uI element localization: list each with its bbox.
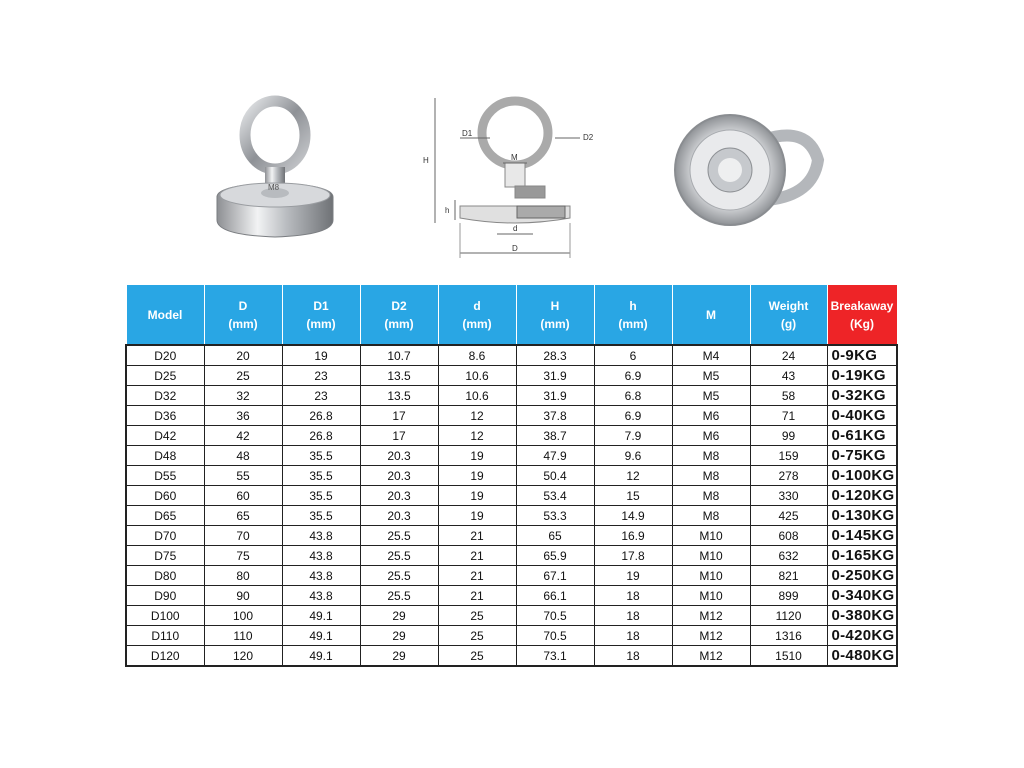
table-body xyxy=(126,345,897,666)
table-row xyxy=(126,446,897,466)
table-cell: 12 xyxy=(438,426,516,446)
table-cell: 10.6 xyxy=(438,366,516,386)
table-cell: 17 xyxy=(360,406,438,426)
column-header-unit: (mm) xyxy=(384,316,414,331)
column-header-unit: (mm) xyxy=(618,316,648,331)
table-cell: 0-480KG xyxy=(827,646,897,667)
table-row xyxy=(126,345,897,366)
table-cell: M5 xyxy=(672,386,750,406)
table-cell: 49.1 xyxy=(282,626,360,646)
table-cell: 55 xyxy=(204,466,282,486)
table-cell: 425 xyxy=(750,506,827,526)
table-cell: 90 xyxy=(204,586,282,606)
table-cell: 60 xyxy=(204,486,282,506)
table-cell: 0-75KG xyxy=(827,446,897,466)
table-row xyxy=(126,606,897,626)
column-header-label: D1 xyxy=(313,298,329,313)
table-cell: 0-165KG xyxy=(827,546,897,566)
table-cell: 73.1 xyxy=(516,646,594,667)
table-cell: 29 xyxy=(360,606,438,626)
table-cell: 23 xyxy=(282,366,360,386)
table-cell: D110 xyxy=(126,626,204,646)
table-cell: 32 xyxy=(204,386,282,406)
column-header-d1 xyxy=(282,285,360,346)
table-cell: D75 xyxy=(126,546,204,566)
table-cell: 0-420KG xyxy=(827,626,897,646)
diagram-label-d1: D1 xyxy=(462,129,473,138)
table-cell: 75 xyxy=(204,546,282,566)
table-cell: 71 xyxy=(750,406,827,426)
table-cell: 159 xyxy=(750,446,827,466)
table-cell: 608 xyxy=(750,526,827,546)
table-cell: 31.9 xyxy=(516,366,594,386)
table-cell: 0-130KG xyxy=(827,506,897,526)
table-row xyxy=(126,466,897,486)
table-row xyxy=(126,526,897,546)
column-header-label: d xyxy=(473,298,481,313)
table-cell: 28.3 xyxy=(516,345,594,366)
table-row xyxy=(126,366,897,386)
table-cell: 15 xyxy=(594,486,672,506)
table-cell: 18 xyxy=(594,626,672,646)
table-cell: 58 xyxy=(750,386,827,406)
table-cell: M8 xyxy=(672,466,750,486)
table-cell: 7.9 xyxy=(594,426,672,446)
table-cell: 0-19KG xyxy=(827,366,897,386)
table-row xyxy=(126,386,897,406)
column-header-label: M xyxy=(706,307,716,322)
table-header-row xyxy=(126,285,897,346)
table-cell: 0-9KG xyxy=(827,345,897,366)
table-cell: 8.6 xyxy=(438,345,516,366)
table-cell: 12 xyxy=(594,466,672,486)
table-cell: 632 xyxy=(750,546,827,566)
table-cell: D25 xyxy=(126,366,204,386)
table-cell: D80 xyxy=(126,566,204,586)
table-cell: 53.4 xyxy=(516,486,594,506)
table-cell: 0-100KG xyxy=(827,466,897,486)
table-cell: 19 xyxy=(282,345,360,366)
table-cell: 6.9 xyxy=(594,406,672,426)
table-cell: 1120 xyxy=(750,606,827,626)
table-cell: 0-380KG xyxy=(827,606,897,626)
table-cell: M4 xyxy=(672,345,750,366)
table-row xyxy=(126,506,897,526)
table-cell: 13.5 xyxy=(360,386,438,406)
table-cell: 330 xyxy=(750,486,827,506)
table-cell: 50.4 xyxy=(516,466,594,486)
table-cell: 20.3 xyxy=(360,506,438,526)
column-header-model xyxy=(126,285,204,346)
table-cell: 36 xyxy=(204,406,282,426)
eyebolt-magnet-back-photo xyxy=(668,105,828,235)
table-cell: 25 xyxy=(438,606,516,626)
table-cell: 9.6 xyxy=(594,446,672,466)
table-cell: D36 xyxy=(126,406,204,426)
table-cell: 1510 xyxy=(750,646,827,667)
table-cell: M5 xyxy=(672,366,750,386)
table-cell: 21 xyxy=(438,566,516,586)
table-cell: 35.5 xyxy=(282,446,360,466)
table-cell: 29 xyxy=(360,646,438,667)
table-cell: 6.8 xyxy=(594,386,672,406)
table-cell: 35.5 xyxy=(282,466,360,486)
column-header-label: D2 xyxy=(391,298,407,313)
table-cell: 10.7 xyxy=(360,345,438,366)
table-cell: 0-340KG xyxy=(827,586,897,606)
table-cell: 25 xyxy=(438,646,516,667)
column-header-unit: (mm) xyxy=(462,316,492,331)
table-cell: 65.9 xyxy=(516,546,594,566)
table-cell: 70.5 xyxy=(516,606,594,626)
table-cell: 99 xyxy=(750,426,827,446)
table-cell: 67.1 xyxy=(516,566,594,586)
table-cell: 20 xyxy=(204,345,282,366)
table-row xyxy=(126,646,897,667)
table-cell: 0-145KG xyxy=(827,526,897,546)
table-cell: 43.8 xyxy=(282,526,360,546)
table-cell: M8 xyxy=(672,506,750,526)
column-header-unit: (mm) xyxy=(540,316,570,331)
table-cell: M12 xyxy=(672,626,750,646)
table-cell: 65 xyxy=(516,526,594,546)
table-cell: 48 xyxy=(204,446,282,466)
table-cell: 6.9 xyxy=(594,366,672,386)
table-cell: 25 xyxy=(438,626,516,646)
column-header-d xyxy=(438,285,516,346)
table-cell: D120 xyxy=(126,646,204,667)
table-cell: 17.8 xyxy=(594,546,672,566)
table-cell: 0-40KG xyxy=(827,406,897,426)
product-images xyxy=(0,0,1024,280)
table-cell: 26.8 xyxy=(282,426,360,446)
column-header-unit: (mm) xyxy=(306,316,336,331)
table-cell: 65 xyxy=(204,506,282,526)
table-cell: M6 xyxy=(672,406,750,426)
column-header-unit: (mm) xyxy=(228,316,258,331)
column-header-label: Weight xyxy=(768,298,809,313)
table-row xyxy=(126,586,897,606)
diagram-label-m: M xyxy=(511,153,518,162)
column-header-d xyxy=(204,285,282,346)
table-cell: 35.5 xyxy=(282,486,360,506)
table-cell: 24 xyxy=(750,345,827,366)
table-cell: 0-61KG xyxy=(827,426,897,446)
table-cell: M10 xyxy=(672,566,750,586)
table-cell: 23 xyxy=(282,386,360,406)
column-header-label: D xyxy=(238,298,248,313)
table-cell: 42 xyxy=(204,426,282,446)
table-cell: 19 xyxy=(594,566,672,586)
table-cell: 26.8 xyxy=(282,406,360,426)
table-cell: 20.3 xyxy=(360,466,438,486)
table-cell: D32 xyxy=(126,386,204,406)
table-cell: 49.1 xyxy=(282,646,360,667)
table-cell: 29 xyxy=(360,626,438,646)
column-header-unit: (Kg) xyxy=(850,316,874,331)
diagram-label-h-upper: H xyxy=(423,156,429,165)
engraving-label: M8 xyxy=(268,183,280,192)
table-cell: 18 xyxy=(594,586,672,606)
table-cell: 66.1 xyxy=(516,586,594,606)
table-cell: D60 xyxy=(126,486,204,506)
column-header-m xyxy=(672,285,750,346)
table-cell: M12 xyxy=(672,646,750,667)
table-cell: 0-32KG xyxy=(827,386,897,406)
table-row xyxy=(126,546,897,566)
table-cell: 38.7 xyxy=(516,426,594,446)
eyebolt-magnet-dimension-diagram xyxy=(415,88,605,263)
diagram-label-h-lower: h xyxy=(445,206,450,215)
table-cell: M8 xyxy=(672,486,750,506)
table-cell: D55 xyxy=(126,466,204,486)
table-cell: 0-120KG xyxy=(827,486,897,506)
table-cell: M8 xyxy=(672,446,750,466)
table-cell: 17 xyxy=(360,426,438,446)
table-cell: 120 xyxy=(204,646,282,667)
table-cell: M10 xyxy=(672,546,750,566)
table-cell: D20 xyxy=(126,345,204,366)
table-cell: D65 xyxy=(126,506,204,526)
table-cell: 20.3 xyxy=(360,446,438,466)
table-row xyxy=(126,626,897,646)
table-row xyxy=(126,406,897,426)
table-cell: 70 xyxy=(204,526,282,546)
column-header-d2 xyxy=(360,285,438,346)
column-header-h xyxy=(516,285,594,346)
table-cell: 6 xyxy=(594,345,672,366)
table-cell: 278 xyxy=(750,466,827,486)
table-cell: M10 xyxy=(672,586,750,606)
table-cell: 18 xyxy=(594,646,672,667)
eyebolt-magnet-front-photo xyxy=(205,85,345,255)
table-cell: 13.5 xyxy=(360,366,438,386)
table-cell: 12 xyxy=(438,406,516,426)
table-cell: 110 xyxy=(204,626,282,646)
column-header-breakaway xyxy=(827,285,897,346)
table-cell: M10 xyxy=(672,526,750,546)
column-header-unit: (g) xyxy=(780,316,797,331)
table-cell: 19 xyxy=(438,506,516,526)
table-cell: 80 xyxy=(204,566,282,586)
table-cell: 25.5 xyxy=(360,546,438,566)
table-cell: 43.8 xyxy=(282,546,360,566)
table-cell: 35.5 xyxy=(282,506,360,526)
table-cell: 49.1 xyxy=(282,606,360,626)
table-cell: 70.5 xyxy=(516,626,594,646)
table-cell: 43 xyxy=(750,366,827,386)
table-cell: 21 xyxy=(438,546,516,566)
table-cell: D100 xyxy=(126,606,204,626)
diagram-label-d-small: d xyxy=(513,224,518,233)
column-header-label: h xyxy=(629,298,637,313)
column-header-weight xyxy=(750,285,827,346)
table-cell: M12 xyxy=(672,606,750,626)
specification-table xyxy=(125,284,898,667)
table-cell: 16.9 xyxy=(594,526,672,546)
table-cell: D70 xyxy=(126,526,204,546)
table-cell: 43.8 xyxy=(282,586,360,606)
diagram-label-d2: D2 xyxy=(583,133,594,142)
table-cell: 25.5 xyxy=(360,566,438,586)
table-cell: 19 xyxy=(438,466,516,486)
table-cell: 20.3 xyxy=(360,486,438,506)
table-cell: 821 xyxy=(750,566,827,586)
column-header-label: H xyxy=(550,298,560,313)
table-cell: 37.8 xyxy=(516,406,594,426)
table-cell: D48 xyxy=(126,446,204,466)
table-cell: 47.9 xyxy=(516,446,594,466)
table-cell: 21 xyxy=(438,586,516,606)
table-cell: 53.3 xyxy=(516,506,594,526)
table-cell: 43.8 xyxy=(282,566,360,586)
table-cell: D90 xyxy=(126,586,204,606)
table-cell: 14.9 xyxy=(594,506,672,526)
table-cell: 1316 xyxy=(750,626,827,646)
table-cell: 18 xyxy=(594,606,672,626)
table-cell: 25.5 xyxy=(360,586,438,606)
table-cell: M6 xyxy=(672,426,750,446)
column-header-label: Breakaway xyxy=(830,298,894,313)
table-cell: 21 xyxy=(438,526,516,546)
table-cell: 0-250KG xyxy=(827,566,897,586)
table-cell: 19 xyxy=(438,446,516,466)
table-cell: 19 xyxy=(438,486,516,506)
table-row xyxy=(126,566,897,586)
table-row xyxy=(126,426,897,446)
table-cell: 25 xyxy=(204,366,282,386)
table-cell: 10.6 xyxy=(438,386,516,406)
table-cell: 899 xyxy=(750,586,827,606)
table-cell: 31.9 xyxy=(516,386,594,406)
column-header-h xyxy=(594,285,672,346)
column-header-label: Model xyxy=(147,307,183,322)
diagram-label-d-outer: D xyxy=(512,244,518,253)
table-cell: 25.5 xyxy=(360,526,438,546)
table-cell: 100 xyxy=(204,606,282,626)
table-cell: D42 xyxy=(126,426,204,446)
table-row xyxy=(126,486,897,506)
